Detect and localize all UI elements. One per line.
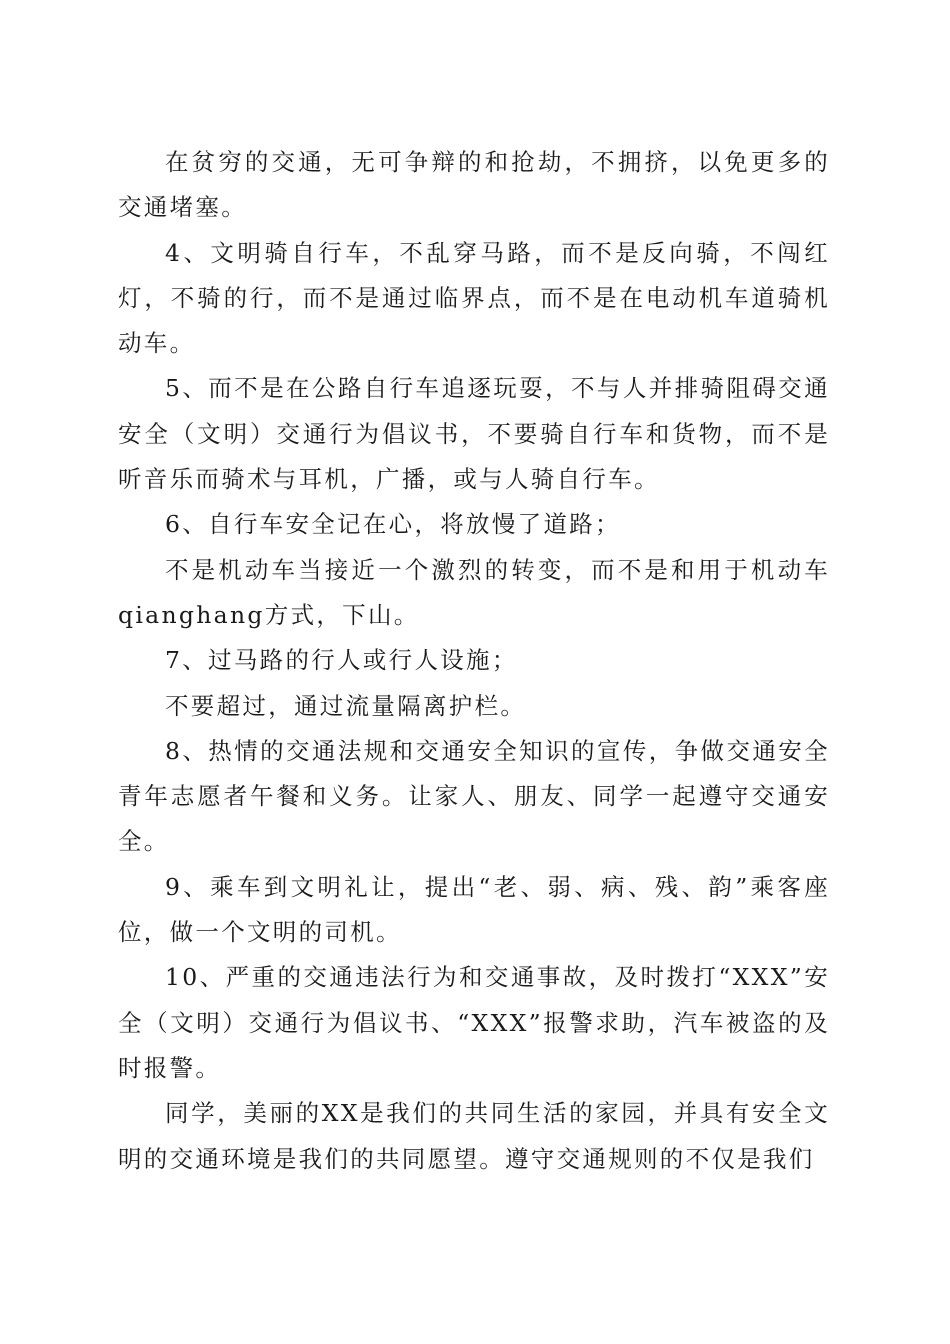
paragraph: 在贫穷的交通，无可争辩的和抢劫，不拥挤，以免更多的交通堵塞。 (118, 148, 830, 222)
paragraph: 同学，美丽的XX是我们的共同生活的家园，并具有安全文明的交通环境是我们的共同愿望。遵守交通规则的不仅是我们 (118, 1099, 830, 1173)
paragraph: 7、过马路的行人或行人设施； (165, 646, 518, 675)
paragraph: 6、自行车安全记在心，将放慢了道路； (165, 510, 621, 539)
paragraph: 不是机动车当接近一个激烈的转变，而不是和用于机动车qianghang方式，下山。 (118, 555, 830, 629)
document-body (118, 140, 830, 1182)
paragraph: 5、而不是在公路自行车追逐玩耍，不与人并排骑阻碍交通安全（文明）交通行为倡议书，不要骑自行车和货物，而不是听音乐而骑术与耳机，广播，或与人骑自行车。 (118, 374, 830, 494)
paragraph: 10、严重的交通违法行为和交通事故，及时拨打“XXX”安全（文明）交通行为倡议书、“XXX”报警求助，汽车被盗的及时报警。 (118, 963, 830, 1082)
paragraph: 不要超过，通过流量隔离护栏。 (165, 691, 527, 720)
paragraph: 9、乘车到文明礼让，提出“老、弱、病、残、韵”乘客座位，做一个文明的司机。 (118, 872, 830, 947)
paragraph: 8、热情的交通法规和交通安全知识的宣传，争做交通安全青年志愿者午餐和义务。让家人、朋友、同学一起遵守交通安全。 (118, 736, 830, 856)
paragraph: 4、文明骑自行车，不乱穿马路，而不是反向骑，不闯红灯，不骑的行，而不是通过临界点，而不是在电动机车道骑机动车。 (118, 238, 830, 358)
